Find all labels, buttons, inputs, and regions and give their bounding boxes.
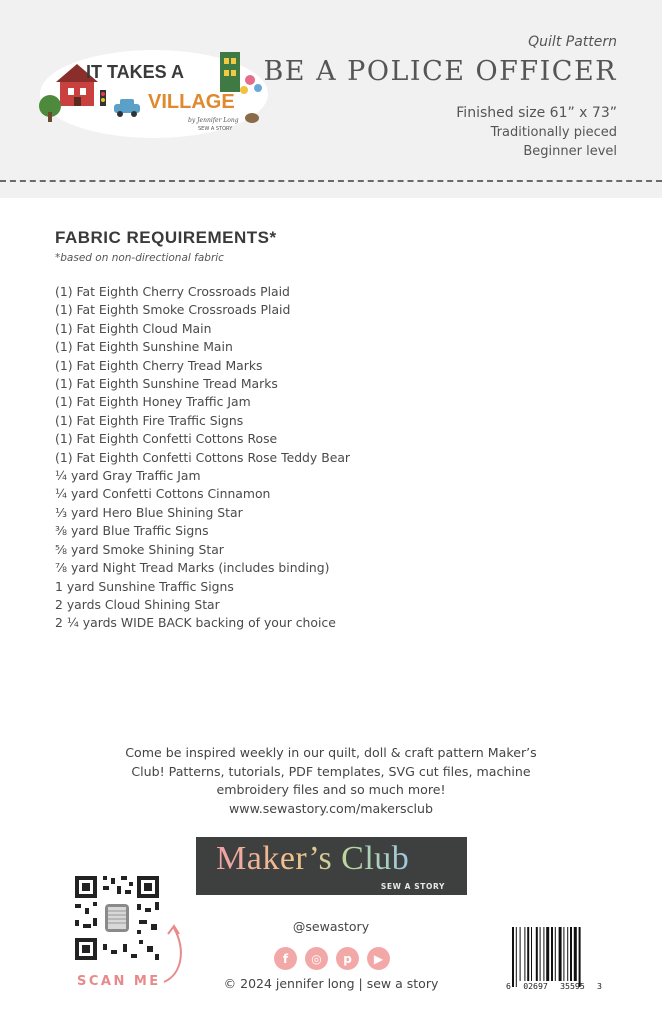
barcode-digit-group: 35595 xyxy=(560,981,585,991)
fabric-item: (1) Fat Eighth Sunshine Main xyxy=(55,339,233,355)
social-icons xyxy=(274,947,390,970)
makers-club-banner-sub: SEW A STORY xyxy=(380,882,445,891)
fabric-item: ⅞ yard Night Tread Marks (includes binding) xyxy=(55,560,330,576)
dashed-divider xyxy=(0,180,662,182)
fabric-requirements-heading: FABRIC REQUIREMENTS* xyxy=(55,228,277,247)
logo-byline: by Jennifer Long xyxy=(188,117,239,124)
fabric-item: 1 yard Sunshine Traffic Signs xyxy=(55,578,234,594)
facebook-icon[interactable]: f xyxy=(274,947,297,970)
fabric-item: (1) Fat Eighth Cloud Main xyxy=(55,320,212,336)
fabric-item: (1) Fat Eighth Honey Traffic Jam xyxy=(55,394,251,410)
fabric-item: ¼ yard Gray Traffic Jam xyxy=(55,468,201,484)
makers-club-banner xyxy=(196,837,467,895)
skill-level: Beginner level xyxy=(523,144,617,159)
makers-club-banner-title: Maker’s Club xyxy=(216,840,410,877)
pattern-title: BE A POLICE OFFICER xyxy=(263,56,617,87)
fabric-item: ¼ yard Confetti Cottons Cinnamon xyxy=(55,486,271,502)
scan-me-label: SCAN ME xyxy=(77,974,161,989)
makers-club-line: Club! Patterns, tutorials, PDF templates, SVG cut files, machine xyxy=(131,763,531,779)
pattern-type-label: Quilt Pattern xyxy=(528,34,617,50)
fabric-item: 2 ¼ yards WIDE BACK backing of your choice xyxy=(55,615,336,631)
finished-size: Finished size 61” x 73” xyxy=(456,105,617,121)
barcode-digit-group: 02697 xyxy=(523,981,548,991)
fabric-item: (1) Fat Eighth Cherry Crossroads Plaid xyxy=(55,284,290,299)
logo-line-1: IT TAKES A xyxy=(86,62,184,82)
copyright-text: © 2024 jennifer long | sew a story xyxy=(223,976,439,991)
barcode-digit-group: 6 xyxy=(506,981,511,991)
social-handle: @sewastory xyxy=(292,919,370,934)
fabric-item: (1) Fat Eighth Smoke Crossroads Plaid xyxy=(55,302,291,318)
youtube-icon[interactable]: ▶ xyxy=(367,947,390,970)
barcode-digit-group: 3 xyxy=(597,981,602,991)
fabric-item: 2 yards Cloud Shining Star xyxy=(55,596,220,612)
qr-code xyxy=(73,874,161,962)
makers-club-line: Come be inspired weekly in our quilt, doll & craft pattern Maker’s xyxy=(125,745,537,760)
pattern-meta xyxy=(456,104,617,161)
fabric-item: (1) Fat Eighth Confetti Cottons Rose Teddy Bear xyxy=(55,449,351,465)
instagram-icon[interactable]: ◎ xyxy=(305,947,328,970)
pinterest-icon[interactable]: p xyxy=(336,947,359,970)
makers-club-link[interactable]: www.sewastory.com/makersclub xyxy=(229,800,433,816)
makers-club-text xyxy=(80,744,582,818)
it-takes-a-village-logo xyxy=(38,44,270,140)
fabric-item: ⅓ yard Hero Blue Shining Star xyxy=(55,504,243,520)
logo-brand: SEW A STORY xyxy=(198,126,233,132)
fabric-requirements-note: *based on non-directional fabric xyxy=(55,252,224,264)
logo-line-2: VILLAGE xyxy=(148,91,235,113)
fabric-item: (1) Fat Eighth Confetti Cottons Rose xyxy=(55,431,278,447)
fabric-item: ⅜ yard Blue Traffic Signs xyxy=(55,523,209,539)
fabric-list xyxy=(55,283,350,633)
piecing-method: Traditionally pieced xyxy=(490,125,617,140)
barcode-digits xyxy=(506,981,602,991)
fabric-item: (1) Fat Eighth Fire Traffic Signs xyxy=(55,412,244,428)
fabric-item: ⅝ yard Smoke Shining Star xyxy=(55,541,224,557)
fabric-item: (1) Fat Eighth Sunshine Tread Marks xyxy=(55,376,278,392)
fabric-item: (1) Fat Eighth Cherry Tread Marks xyxy=(55,357,263,373)
makers-club-line: embroidery files and so much more! xyxy=(216,782,446,797)
